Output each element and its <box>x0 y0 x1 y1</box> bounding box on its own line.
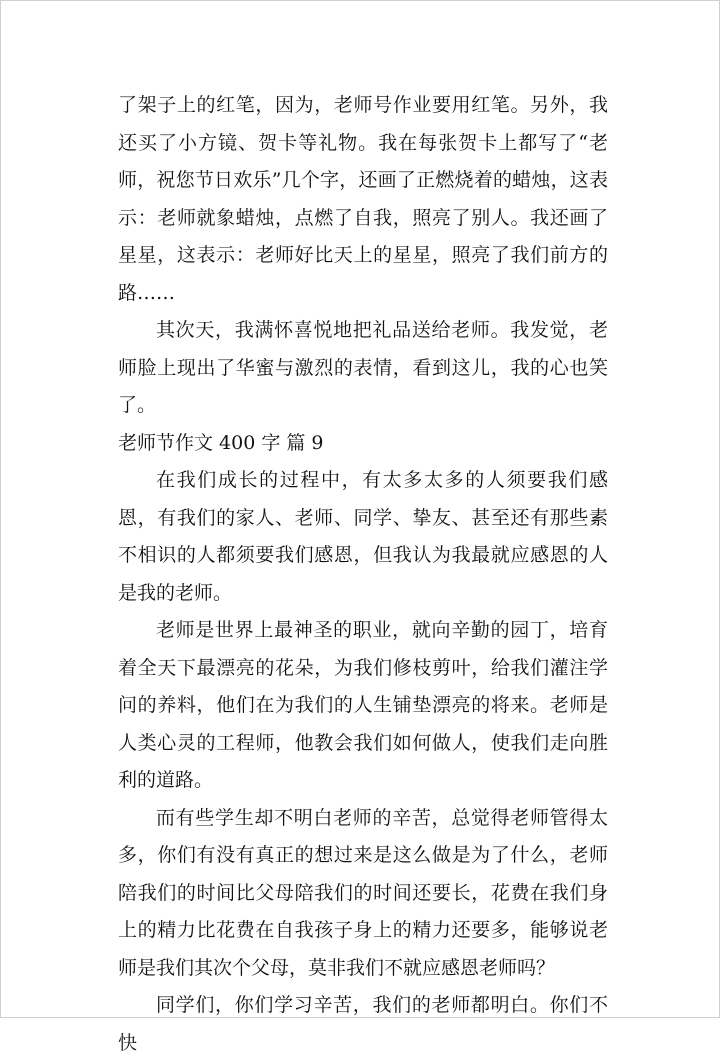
paragraph: 同学们，你们学习辛苦，我们的老师都明白。你们不快 <box>118 994 608 1054</box>
paragraph: 而有些学生却不明白老师的辛苦，总觉得老师管得太多，你们有没有真正的想过来是这么做是为了什么，老师陪我们的时间比父母陪我们的时间还要长，花费在我们身上的精力比花费在自我孩子身上的精力还要多，能够说老师是我们其次个父母，莫非我们不就应感恩老师吗？ <box>118 806 608 979</box>
paragraph: 在我们成长的过程中，有太多太多的人须要我们感恩，有我们的家人、老师、同学、挚友、甚至还有那些素不相识的人都须要我们感恩，但我认为我最就应感恩的人是我的老师。 <box>118 469 608 604</box>
document-body <box>118 87 608 1062</box>
paragraph-continuation: 了架子上的红笔，因为，老师号作业要用红笔。另外，我还买了小方镜、贺卡等礼物。我在每张贺卡上都写了“老师，祝您节日欢乐”几个字，还画了正燃烧着的蜡烛，这表示：老师就象蜡烛，点燃了自我，照亮了别人。我还画了星星，这表示：老师好比天上的星星，照亮了我们前方的路…… <box>118 94 608 304</box>
paragraph: 其次天，我满怀喜悦地把礼品送给老师。我发觉，老师脸上现出了华蜜与激烈的表情，看到这儿，我的心也笑了。 <box>118 319 608 416</box>
paragraph: 老师是世界上最神圣的职业，就向辛勤的园丁，培育着全天下最漂亮的花朵，为我们修枝剪叶，给我们灌注学问的养料，他们在为我们的人生铺垫漂亮的将来。老师是人类心灵的工程师，他教会我们如何做人，使我们走向胜利的道路。 <box>118 619 608 791</box>
section-heading: 老师节作文 400 字 篇 9 <box>118 431 324 454</box>
